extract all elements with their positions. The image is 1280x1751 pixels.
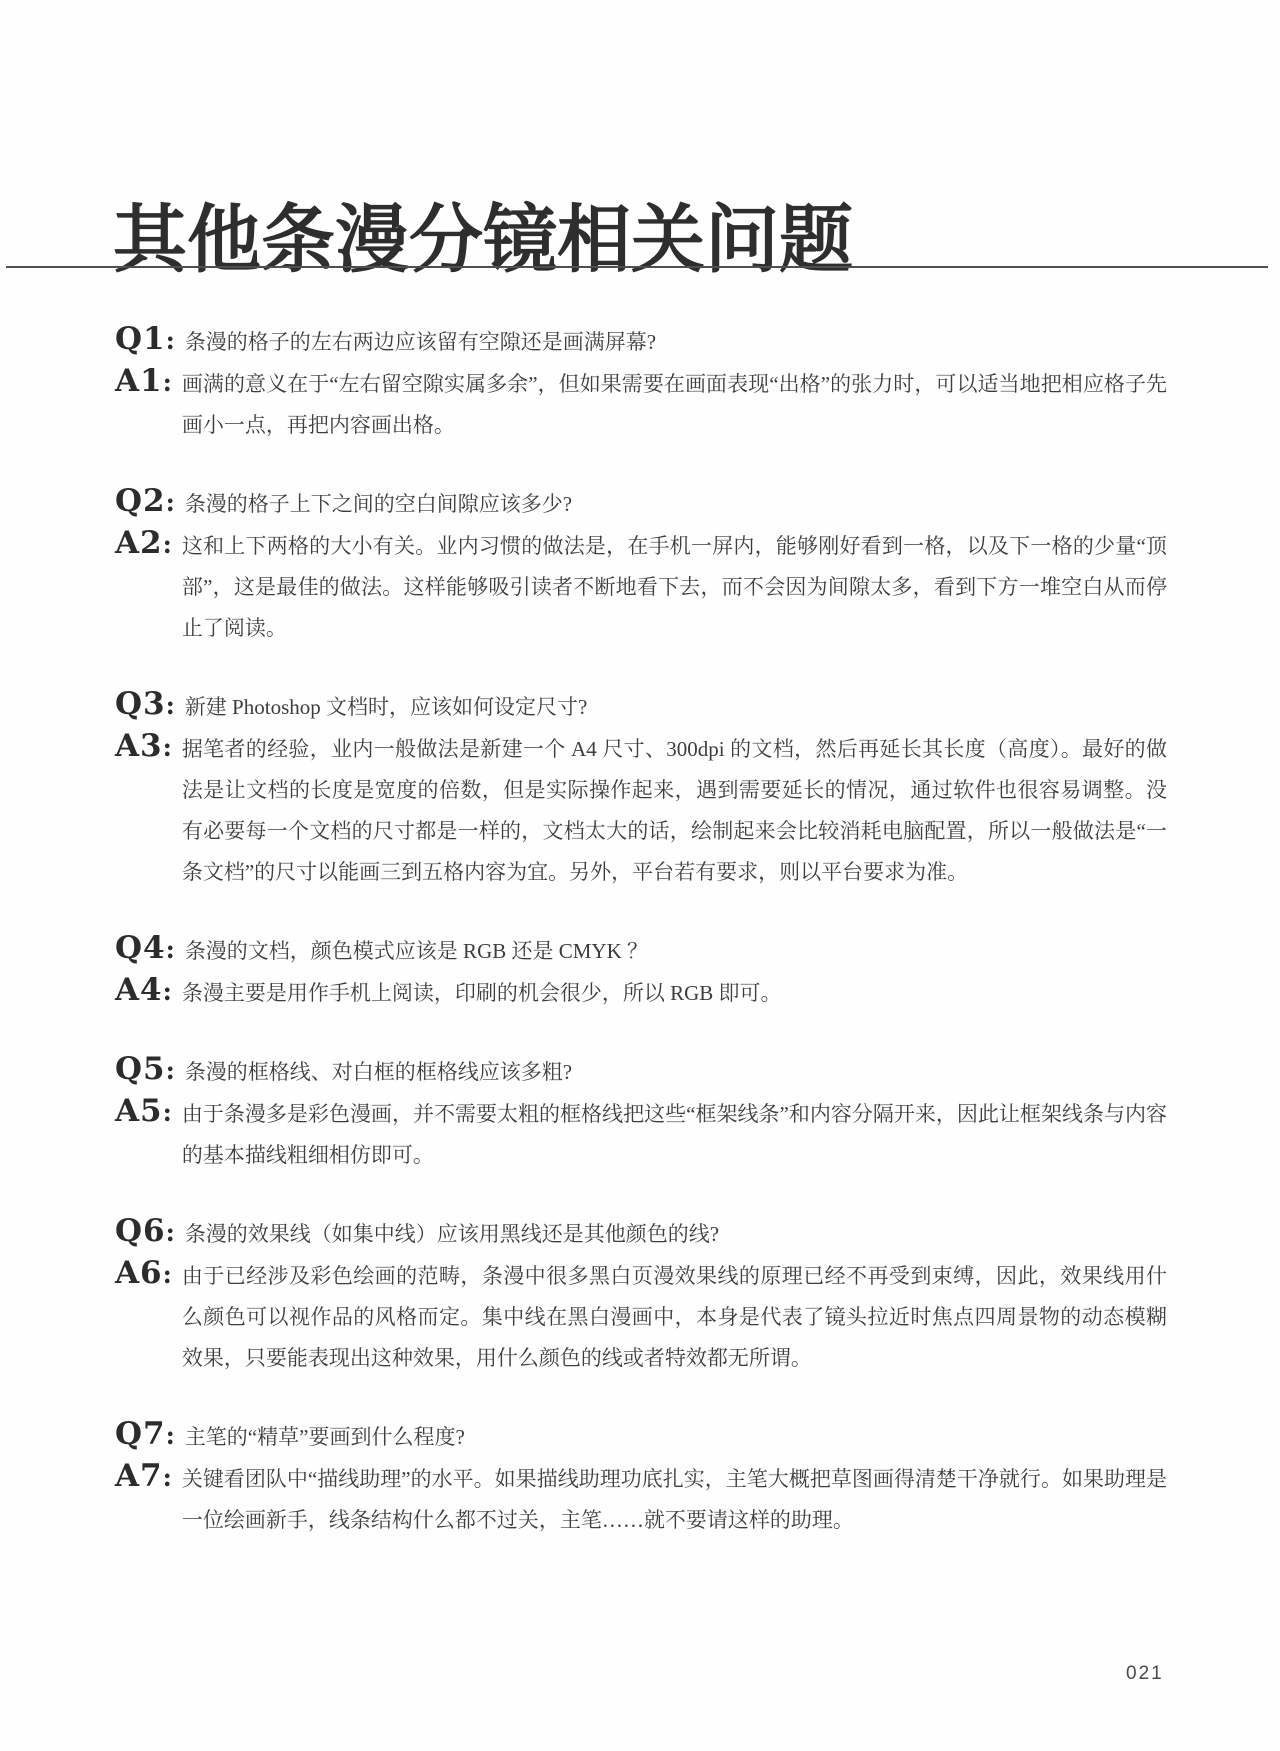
question-row [115,1416,1167,1458]
label-colon: : [165,691,175,720]
answer-label-box [115,1093,182,1129]
answer-label-box [115,728,182,764]
question-row [115,930,1167,972]
question-label-box [115,1213,185,1249]
answer-row [115,363,1167,446]
question-row [115,321,1167,363]
question-label: Q5 [115,1051,166,1087]
question-text: 条漫的效果线（如集中线）应该用黑线还是其他颜色的线? [184,1222,720,1246]
question-row [115,686,1167,728]
label-colon: : [162,530,172,559]
answer-text: 这和上下两格的大小有关。业内习惯的做法是，在手机一屏内，能够刚好看到一格，以及下一格的少量“顶部”，这是最佳的做法。这样能够吸引读者不断地看下去，而不会因为间隙太多，看到下方一堆空白从而停止了阅读。 [181,534,1167,640]
question-row [115,1213,1167,1255]
label-colon: : [162,977,172,1006]
qa-block [115,321,1167,446]
question-label: Q4 [115,930,166,966]
question-label-box [115,321,185,357]
answer-text: 关键看团队中“描线助理”的水平。如果描线助理功底扎实，主笔大概把草图画得清楚干净就行。如果助理是一位绘画新手，线条结构什么都不过关，主笔……就不要请这样的助理。 [181,1467,1167,1532]
answer-label-box [115,363,182,399]
qa-block [115,483,1167,649]
question-label-box [115,1051,185,1087]
question-text: 条漫的框格线、对白框的框格线应该多粗? [184,1060,573,1084]
answer-row [115,1093,1167,1176]
answer-label: A2 [115,525,163,561]
label-colon: : [162,1463,172,1492]
question-label: Q2 [115,483,166,519]
qa-block [115,1051,1167,1176]
qa-block [115,1213,1167,1379]
label-colon: : [165,1056,175,1085]
question-label-box [115,686,185,722]
question-label: Q1 [115,321,166,357]
qa-content [115,321,1167,1578]
answer-label: A1 [115,363,163,399]
answer-row [115,728,1167,893]
question-label-box [115,930,185,966]
question-text: 条漫的格子的左右两边应该留有空隙还是画满屏幕? [184,330,657,354]
answer-label: A6 [115,1255,163,1291]
answer-label: A4 [115,972,163,1008]
answer-text: 由于已经涉及彩色绘画的范畴，条漫中很多黑白页漫效果线的原理已经不再受到束缚，因此，效果线用什么颜色可以视作品的风格而定。集中线在黑白漫画中，本身是代表了镜头拉近时焦点四周景物的动态模糊效果，只要能表现出这种效果，用什么颜色的线或者特效都无所谓。 [181,1264,1167,1370]
answer-row [115,525,1167,649]
question-text: 条漫的格子上下之间的空白间隙应该多少? [184,492,573,516]
label-colon: : [162,1098,172,1127]
answer-label: A5 [115,1093,163,1129]
answer-text: 据笔者的经验，业内一般做法是新建一个 A4 尺寸、300dpi 的文档，然后再延长其长度（高度）。最好的做法是让文档的长度是宽度的倍数，但是实际操作起来，遇到需要延长的情况，通过软件也很容易调整。没有必要每一个文档的尺寸都是一样的，文档太大的话，绘制起来会比较消耗电脑配置，所以一般做法是“一条文档”的尺寸以能画三到五格内容为宜。另外，平台若有要求，则以平台要求为准。 [181,737,1167,884]
answer-text: 条漫主要是用作手机上阅读，印刷的机会很少，所以 RGB 即可。 [181,981,782,1005]
qa-block [115,686,1167,893]
label-colon: : [165,488,175,517]
answer-label-box [115,972,182,1008]
answer-label-box [115,525,182,561]
label-colon: : [165,935,175,964]
label-colon: : [162,733,172,762]
label-colon: : [165,1421,175,1450]
qa-block [115,930,1167,1014]
question-label: Q3 [115,686,166,722]
question-label: Q6 [115,1213,166,1249]
qa-block [115,1416,1167,1541]
answer-row [115,1458,1167,1541]
answer-row [115,1255,1167,1379]
label-colon: : [165,326,175,355]
question-label: Q7 [115,1416,166,1452]
label-colon: : [162,1260,172,1289]
title-divider [6,266,1268,268]
question-row [115,483,1167,525]
answer-text: 画满的意义在于“左右留空隙实属多余”，但如果需要在画面表现“出格”的张力时，可以适当地把相应格子先画小一点，再把内容画出格。 [181,372,1167,437]
question-text: 新建 Photoshop 文档时，应该如何设定尺寸? [184,695,588,719]
page-number: 021 [1126,1663,1164,1684]
question-text: 条漫的文档，颜色模式应该是 RGB 还是 CMYK ？ [184,939,649,963]
page-title: 其他条漫分镜相关问题 [113,199,853,282]
question-row [115,1051,1167,1093]
answer-label-box [115,1458,182,1494]
question-label-box [115,1416,185,1452]
question-label-box [115,483,185,519]
answer-label: A3 [115,728,163,764]
label-colon: : [165,1218,175,1247]
question-text: 主笔的“精草”要画到什么程度? [184,1425,465,1449]
answer-text: 由于条漫多是彩色漫画，并不需要太粗的框格线把这些“框架线条”和内容分隔开来，因此让框架线条与内容的基本描线粗细相仿即可。 [181,1102,1167,1167]
answer-label-box [115,1255,182,1291]
answer-row [115,972,1167,1014]
answer-label: A7 [115,1458,163,1494]
label-colon: : [162,368,172,397]
